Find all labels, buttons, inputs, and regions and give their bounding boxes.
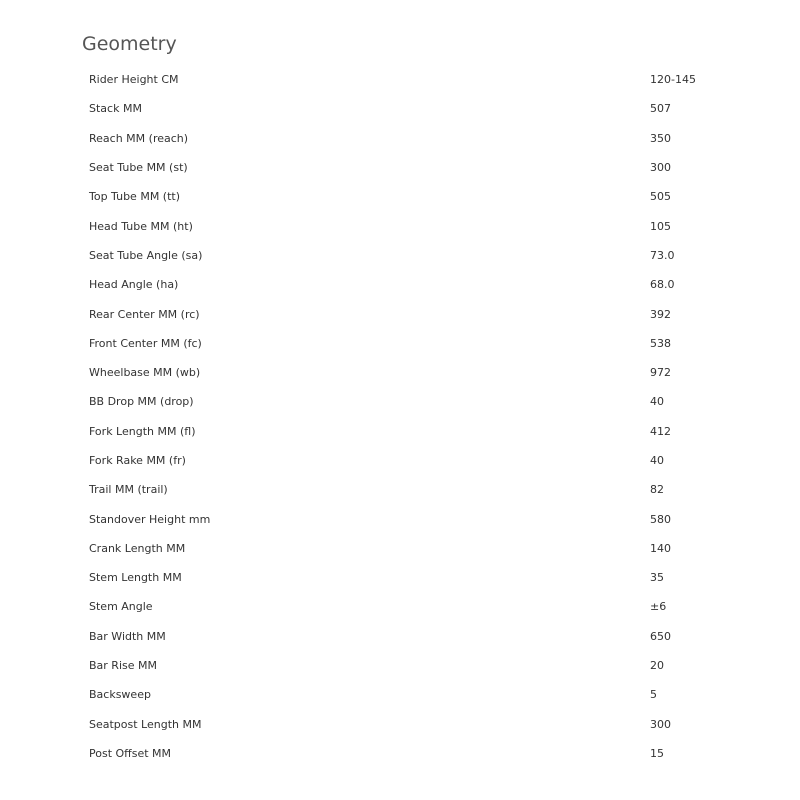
table-row xyxy=(82,270,772,299)
spec-value: 35 xyxy=(650,571,664,585)
spec-value: 82 xyxy=(650,483,664,497)
table-row xyxy=(82,387,772,416)
spec-value: 140 xyxy=(650,541,671,555)
table-row xyxy=(82,475,772,504)
spec-label: Front Center MM (fc) xyxy=(89,336,202,350)
spec-label: Fork Length MM (fl) xyxy=(89,424,196,438)
spec-label: Seat Tube Angle (sa) xyxy=(89,248,203,262)
spec-value: 392 xyxy=(650,307,671,321)
geometry-table-body xyxy=(82,65,772,768)
spec-label: Stem Angle xyxy=(89,600,153,614)
spec-value: 507 xyxy=(650,102,671,116)
spec-value: 300 xyxy=(650,161,671,175)
table-row xyxy=(82,211,772,240)
spec-value: 105 xyxy=(650,219,671,233)
spec-value: 538 xyxy=(650,336,671,350)
spec-label: Bar Width MM xyxy=(89,629,166,643)
table-row xyxy=(82,622,772,651)
geometry-table xyxy=(82,65,772,768)
table-row xyxy=(82,680,772,709)
spec-value: 412 xyxy=(650,424,671,438)
table-row xyxy=(82,94,772,123)
table-row xyxy=(82,592,772,621)
spec-label: Rear Center MM (rc) xyxy=(89,307,200,321)
table-row xyxy=(82,241,772,270)
table-row xyxy=(82,182,772,211)
spec-value: 580 xyxy=(650,512,671,526)
table-row xyxy=(82,710,772,739)
spec-label: Trail MM (trail) xyxy=(89,483,168,497)
spec-label: Rider Height CM xyxy=(89,73,179,87)
spec-label: Standover Height mm xyxy=(89,512,211,526)
spec-value: 20 xyxy=(650,659,664,673)
spec-value: ±6 xyxy=(650,600,667,614)
table-row xyxy=(82,739,772,768)
table-row xyxy=(82,358,772,387)
table-row xyxy=(82,446,772,475)
spec-label: Head Angle (ha) xyxy=(89,278,179,292)
spec-value: 40 xyxy=(650,454,664,467)
spec-label: Stem Length MM xyxy=(89,571,182,585)
spec-label: Wheelbase MM (wb) xyxy=(89,366,201,380)
spec-label: Seatpost Length MM xyxy=(89,717,202,731)
table-row xyxy=(82,504,772,533)
spec-label: Stack MM xyxy=(89,102,142,116)
spec-label: Bar Rise MM xyxy=(89,659,157,673)
table-row xyxy=(82,563,772,592)
spec-value: 505 xyxy=(650,190,671,204)
spec-label: Post Offset MM xyxy=(89,746,172,760)
spec-label: Fork Rake MM (fr) xyxy=(89,454,186,467)
spec-value: 300 xyxy=(650,717,671,731)
spec-label: Head Tube MM (ht) xyxy=(89,219,193,233)
table-row xyxy=(82,534,772,563)
spec-value: 40 xyxy=(650,395,664,409)
spec-label: Reach MM (reach) xyxy=(89,131,189,145)
spec-value: 73.0 xyxy=(650,248,675,262)
spec-value: 15 xyxy=(650,746,664,760)
spec-value: 350 xyxy=(650,131,671,145)
spec-value: 120-145 xyxy=(650,73,696,87)
table-row xyxy=(82,651,772,680)
geometry-section xyxy=(82,30,772,768)
spec-label: Crank Length MM xyxy=(89,541,186,555)
table-row xyxy=(82,329,772,358)
table-row xyxy=(82,299,772,328)
spec-label: Seat Tube MM (st) xyxy=(89,161,188,175)
table-row xyxy=(82,153,772,182)
section-title: Geometry xyxy=(82,33,177,55)
spec-label: BB Drop MM (drop) xyxy=(89,395,194,409)
table-row xyxy=(82,124,772,153)
spec-value: 650 xyxy=(650,629,671,643)
spec-value: 5 xyxy=(650,688,657,702)
table-row xyxy=(82,65,772,94)
spec-label: Top Tube MM (tt) xyxy=(89,190,181,204)
spec-value: 972 xyxy=(650,366,671,380)
spec-value: 68.0 xyxy=(650,278,675,292)
table-row xyxy=(82,417,772,446)
spec-label: Backsweep xyxy=(89,688,151,702)
